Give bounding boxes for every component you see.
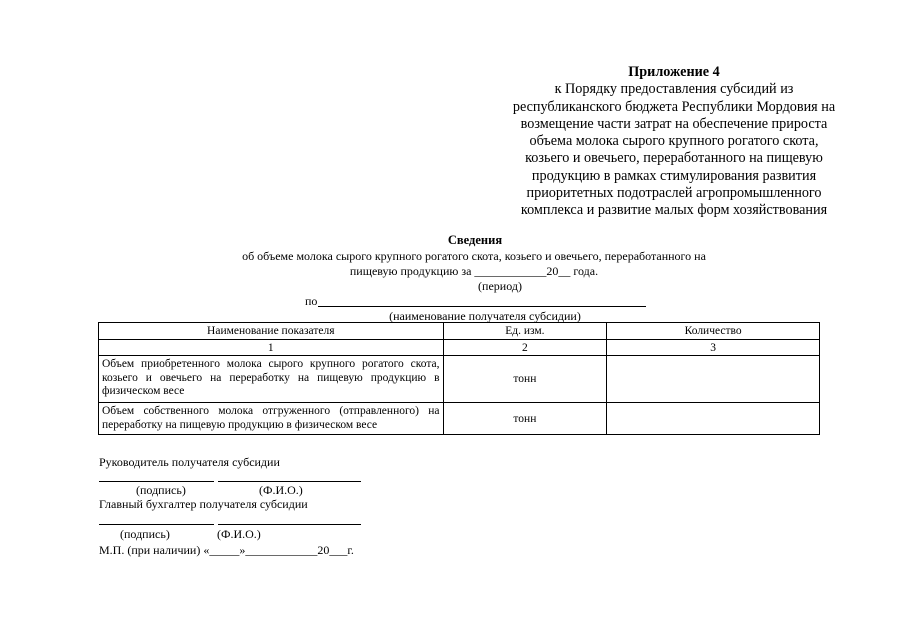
head-signature-line	[99, 481, 214, 482]
indicator-quantity[interactable]	[607, 356, 820, 403]
accountant-signature-caption: (подпись)	[120, 527, 170, 541]
accountant-label: Главный бухгалтер получателя субсидии	[99, 497, 308, 511]
head-label: Руководитель получателя субсидии	[99, 455, 280, 469]
appendix-line: возмещение части затрат на обеспечение прироста	[520, 115, 828, 132]
table-row	[99, 356, 820, 403]
accountant-fio-caption: (Ф.И.О.)	[217, 527, 261, 541]
appendix-line: приоритетных подотраслей агропромышленного	[526, 185, 822, 202]
appendix-line: республиканского бюджета Республики Мордовия на	[512, 98, 836, 115]
header-quantity: Количество	[607, 323, 820, 340]
appendix-line: объема молока сырого крупного рогатого скота,	[529, 133, 819, 150]
column-number: 2	[443, 340, 607, 356]
report-title: Сведения	[447, 233, 503, 247]
header-unit: Ед. изм.	[443, 323, 607, 340]
appendix-line: козьего и овечьего, переработанного на пищевую	[525, 150, 823, 167]
indicator-name: Объем собственного молока отгруженного (отправленного) на переработку на пищевую продукцию в физическом весе	[99, 403, 444, 435]
accountant-signature-line	[99, 524, 214, 525]
indicator-quantity[interactable]	[607, 403, 820, 435]
head-fio-caption: (Ф.И.О.)	[259, 483, 303, 497]
table-number-row	[99, 340, 820, 356]
head-fio-line	[218, 481, 361, 482]
report-subtitle-line2: пищевую продукцию за ____________20__ года.	[349, 264, 599, 278]
appendix-line: к Порядку предоставления субсидий из	[554, 81, 794, 98]
appendix-line: продукцию в рамках стимулирования развития	[531, 167, 817, 184]
appendix-title: Приложение 4	[628, 64, 720, 80]
indicators-table	[98, 322, 820, 435]
po-label: по	[305, 294, 318, 308]
stamp-date-line: М.П. (при наличии) «_____»____________20___г.	[99, 543, 354, 557]
accountant-fio-line	[218, 524, 361, 525]
column-number: 1	[99, 340, 444, 356]
report-subtitle-line1: об объеме молока сырого крупного рогатого скота, козьего и овечьего, переработанного на	[242, 249, 706, 263]
header-indicator-name: Наименование показателя	[99, 323, 444, 340]
recipient-label: (наименование получателя субсидии)	[389, 309, 581, 323]
indicator-name: Объем приобретенного молока сырого крупного рогатого скота, козьего и овечьего на переработку на пищевую продукцию в физическом весе	[99, 356, 444, 403]
period-label: (период)	[478, 279, 522, 293]
table-row	[99, 403, 820, 435]
column-number: 3	[607, 340, 820, 356]
recipient-name-line	[318, 306, 646, 307]
indicator-unit: тонн	[443, 403, 607, 435]
appendix-line: комплекса и развитие малых форм хозяйствования	[520, 202, 828, 219]
table-header-row	[99, 323, 820, 340]
head-signature-caption: (подпись)	[136, 483, 186, 497]
indicator-unit: тонн	[443, 356, 607, 403]
appendix-block	[500, 64, 848, 220]
